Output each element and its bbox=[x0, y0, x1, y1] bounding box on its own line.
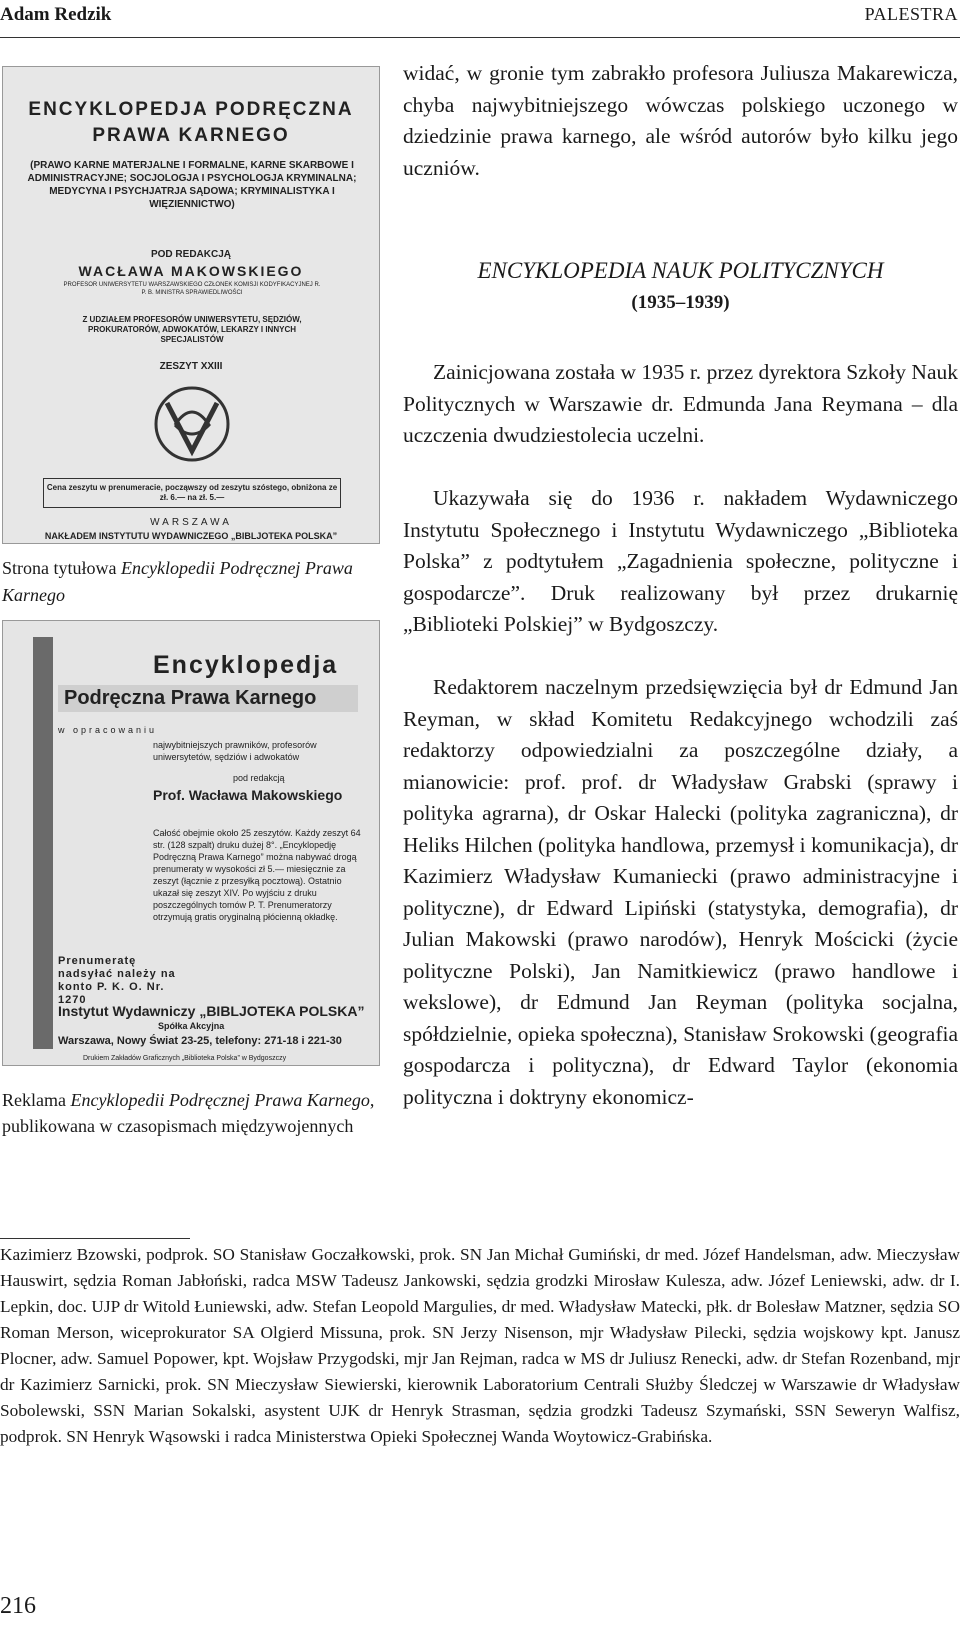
figure1-editor-details: PROFESOR UNIWERSYTETU WARSZAWSKIEGO CZŁONEK KOMISJI KODYFIKACYJNEJ R. P. B. MINISTRA SPRAWIEDLIWOŚCI bbox=[63, 282, 321, 296]
figure2-address: Warszawa, Nowy Świat 23-25, telefony: 271-18 i 221-30 bbox=[58, 1035, 342, 1047]
figure1-city: WARSZAWA bbox=[150, 517, 232, 528]
figure2-w-opracowaniu: w opracowaniu bbox=[58, 725, 158, 735]
figure1-price-box: Cena zeszytu w prenumeracie, począwszy od zeszytu szóstego, obniżona ze zł. 6.— na zł. 5.— bbox=[43, 478, 341, 508]
figure2-editor: Prof. Wacława Makowskiego bbox=[153, 787, 343, 803]
figure2-authors: najwybitniejszych prawników, profesorów uniwersytetów, sędziów i adwokatów bbox=[153, 740, 317, 762]
page-number: 216 bbox=[0, 1593, 36, 1619]
figure2-pod-redakcja: pod redakcją bbox=[233, 773, 285, 783]
figure1-title-line2: PRAWA KARNEGO bbox=[92, 125, 290, 146]
publisher-monogram-icon bbox=[153, 385, 231, 463]
figure2-description: Całość obejmie około 25 zeszytów. Każdy zeszyt 64 str. (128 szpalt) druku dużej 8°. „Encyklopedję Podręczną Prawa Karnego” można nabywać drogą prenumeraty w wysokości zł 5.— miesięcznie za zeszyt (łącznie z przesyłką pocztową). Ostatnio ukazał się zeszyt XIV. Po wyjściu z druku poszczególnych tomów P. T. Prenumeratorzy otrzymują gratis oryginalną płócienną okładkę. bbox=[153, 828, 361, 922]
running-head-journal: PALESTRA bbox=[864, 4, 958, 24]
body-paragraph-4: Redaktorem naczelnym przedsięwzięcia był dr Edmund Jan Reyman, w skład Komitetu Redakcyjnego wchodzili zaś redaktorzy odpowiedzialni za poszczególne działy, a mianowicie: prof. prof. dr Władysław Grabski (sprawy i polityka agrarna), dr Oskar Halecki (polityka zagraniczna), dr Heliks Hilchen (polityka handlowa, przemysł i komunikacja), dr Kazimierz Władysław Kumaniecki (prawo administracyjne i polityczne), dr Edward Lipiński (statystyka, demografia), dr Julian Makowski (prawo narodów), Henryk Mościcki (życie polityczne Polski), Jan Namitkiewicz (prawo handlowe i wekslowe), dr Edmund Jan Reyman (polityka socjalna, spółdzielnie, opieka społeczna), Stanisław Srokowski (geografia gospodarcza i polityczna), dr Edward Taylor (ekonomia polityczna i doktryny ekonomicz- bbox=[403, 675, 958, 1109]
caption1-title: Encyklopedii Podręcznej Prawa Karnego bbox=[2, 558, 353, 605]
figure1-issue: ZESZYT XXIII bbox=[159, 361, 223, 372]
figure1-contributors: Z UDZIAŁEM PROFESORÓW UNIWERSYTETU, SĘDZIÓW, PROKURATORÓW, ADWOKATÓW, LEKARZY I INNYCH SPECJALISTÓW bbox=[82, 315, 302, 344]
figure1-publisher: NAKŁADEM INSTYTUTU WYDAWNICZEGO „BIBLJOTEKA POLSKA” bbox=[44, 531, 338, 541]
figure2-institute: Instytut Wydawniczy „BIBLJOTEKA POLSKA” bbox=[58, 1003, 365, 1019]
section-title: ENCYKLOPEDIA NAUK POLITYCZNYCH bbox=[477, 258, 884, 283]
caption-advertisement bbox=[2, 1087, 382, 1139]
running-head-author: Adam Redzik bbox=[0, 4, 112, 25]
figure2-heading1: Encyklopedja bbox=[153, 651, 339, 679]
footnote-rule bbox=[0, 1238, 190, 1239]
figure2-printer: Drukiem Zakładów Graficznych „Biblioteka Polska” w Bydgoszczy bbox=[83, 1055, 287, 1062]
figure2-side-bar bbox=[33, 637, 53, 1049]
caption1-prefix: Strona tytułowa bbox=[2, 558, 121, 578]
body-paragraph-3: Ukazywała się do 1936 r. nakładem Wydawniczego Instytutu Społecznego i Instytutu Wydawniczego „Biblioteka Polska” z podtytułem „Zagadnienia społeczne, polityczne i gospodarcze”. Druk realizowany był przez drukarnię „Biblioteki Polskiej” w Bydgoszczy. bbox=[403, 486, 958, 636]
figure2-company: Spółka Akcyjna bbox=[158, 1021, 225, 1031]
caption2-suffix: , publikowana w czasopismach międzywojennych bbox=[2, 1090, 375, 1136]
header-rule bbox=[0, 37, 960, 38]
figure1-pod-redakcja: POD REDAKCJĄ bbox=[150, 249, 231, 260]
figure1-subtitle: (PRAWO KARNE MATERJALNE I FORMALNE, KARNE SKARBOWE I ADMINISTRACYJNE; SOCJOLOGJA I PSYCHOLOGJA KRYMINALNA; MEDYCYNA I PSYCHJATRJA SĄDOWA; KRYMINALISTYKA I WIĘZIENNICTWO) bbox=[27, 160, 357, 210]
caption2-prefix: Reklama bbox=[2, 1090, 71, 1110]
body-paragraph-1: widać, w gronie tym zabrakło profesora Juliusza Makarewicza, chyba najwybitniejszego wówczas polskiego uczonego w dziedzinie prawa karnego, ale wśród autorów było kilku jego uczniów. bbox=[403, 61, 958, 180]
footnote: Kazimierz Bzowski, podprok. SO Stanisław Goczałkowski, prok. SN Jan Michał Gumiński, dr med. Józef Handelsman, adw. Mieczysław Hauswirt, sędzia Roman Jabłoński, radca MSW Tadeusz Jankowski, sędzia grodzki Mirosław Kulesza, adw. Józef Leniewski, adw. dr I. Lepkin, doc. UJP dr Witold Łuniewski, adw. Stefan Leopold Margulies, dr med. Władysław Matecki, płk. dr Bolesław Matzner, sędzia SO Roman Merson, wiceprokurator SA Olgierd Missuna, prok. SN Jerzy Nisenson, mjr Władysław Pilecki, sędzia wojskowy kpt. Janusz Plocner, adw. Samuel Popower, kpt. Wojsław Przygodski, mjr Jan Rejman, radca w MS dr Juliusz Renecki, adw. dr Stefan Rozenband, mjr dr Kazimierz Sarnicki, prok. SN Mieczysław Siewierski, kierownik Laboratorium Centrali Służby Śledczej w Warszawie dr Władysław Sobolewski, SSN Marian Sokalski, asystent UJK dr Henryk Strasman, sędzia grodzki Tadeusz Szymański, SSN Seweryn Walfisz, podprok. SN Henryk Wąsowski i radca Ministerstwa Opieki Społecznej Wanda Woytowicz-Grabińska. bbox=[0, 1245, 960, 1446]
figure1-title bbox=[3, 97, 379, 149]
figure2-heading2: Podręczna Prawa Karnego bbox=[58, 685, 358, 712]
caption2-title: Encyklopedii Podręcznej Prawa Karnego bbox=[70, 1090, 370, 1110]
section-years: (1935–1939) bbox=[631, 292, 730, 313]
running-head bbox=[0, 4, 960, 34]
figure-advertisement bbox=[2, 620, 380, 1066]
caption-title-page bbox=[2, 555, 382, 609]
figure2-subscription: Prenumeratę nadsyłać należy na konto P. K. O. Nr. 1270 bbox=[58, 955, 176, 1006]
body-paragraph-2: Zainicjowana została w 1935 r. przez dyrektora Szkoły Nauk Politycznych w Warszawie dr. Edmunda Jana Reymana – dla uczczenia dwudziestolecia uczelni. bbox=[403, 360, 958, 447]
figure-title-page bbox=[2, 66, 380, 544]
figure1-title-line1: ENCYKLOPEDJA PODRĘCZNA bbox=[28, 99, 354, 120]
figure1-editor: WACŁAWA MAKOWSKIEGO bbox=[78, 263, 304, 279]
